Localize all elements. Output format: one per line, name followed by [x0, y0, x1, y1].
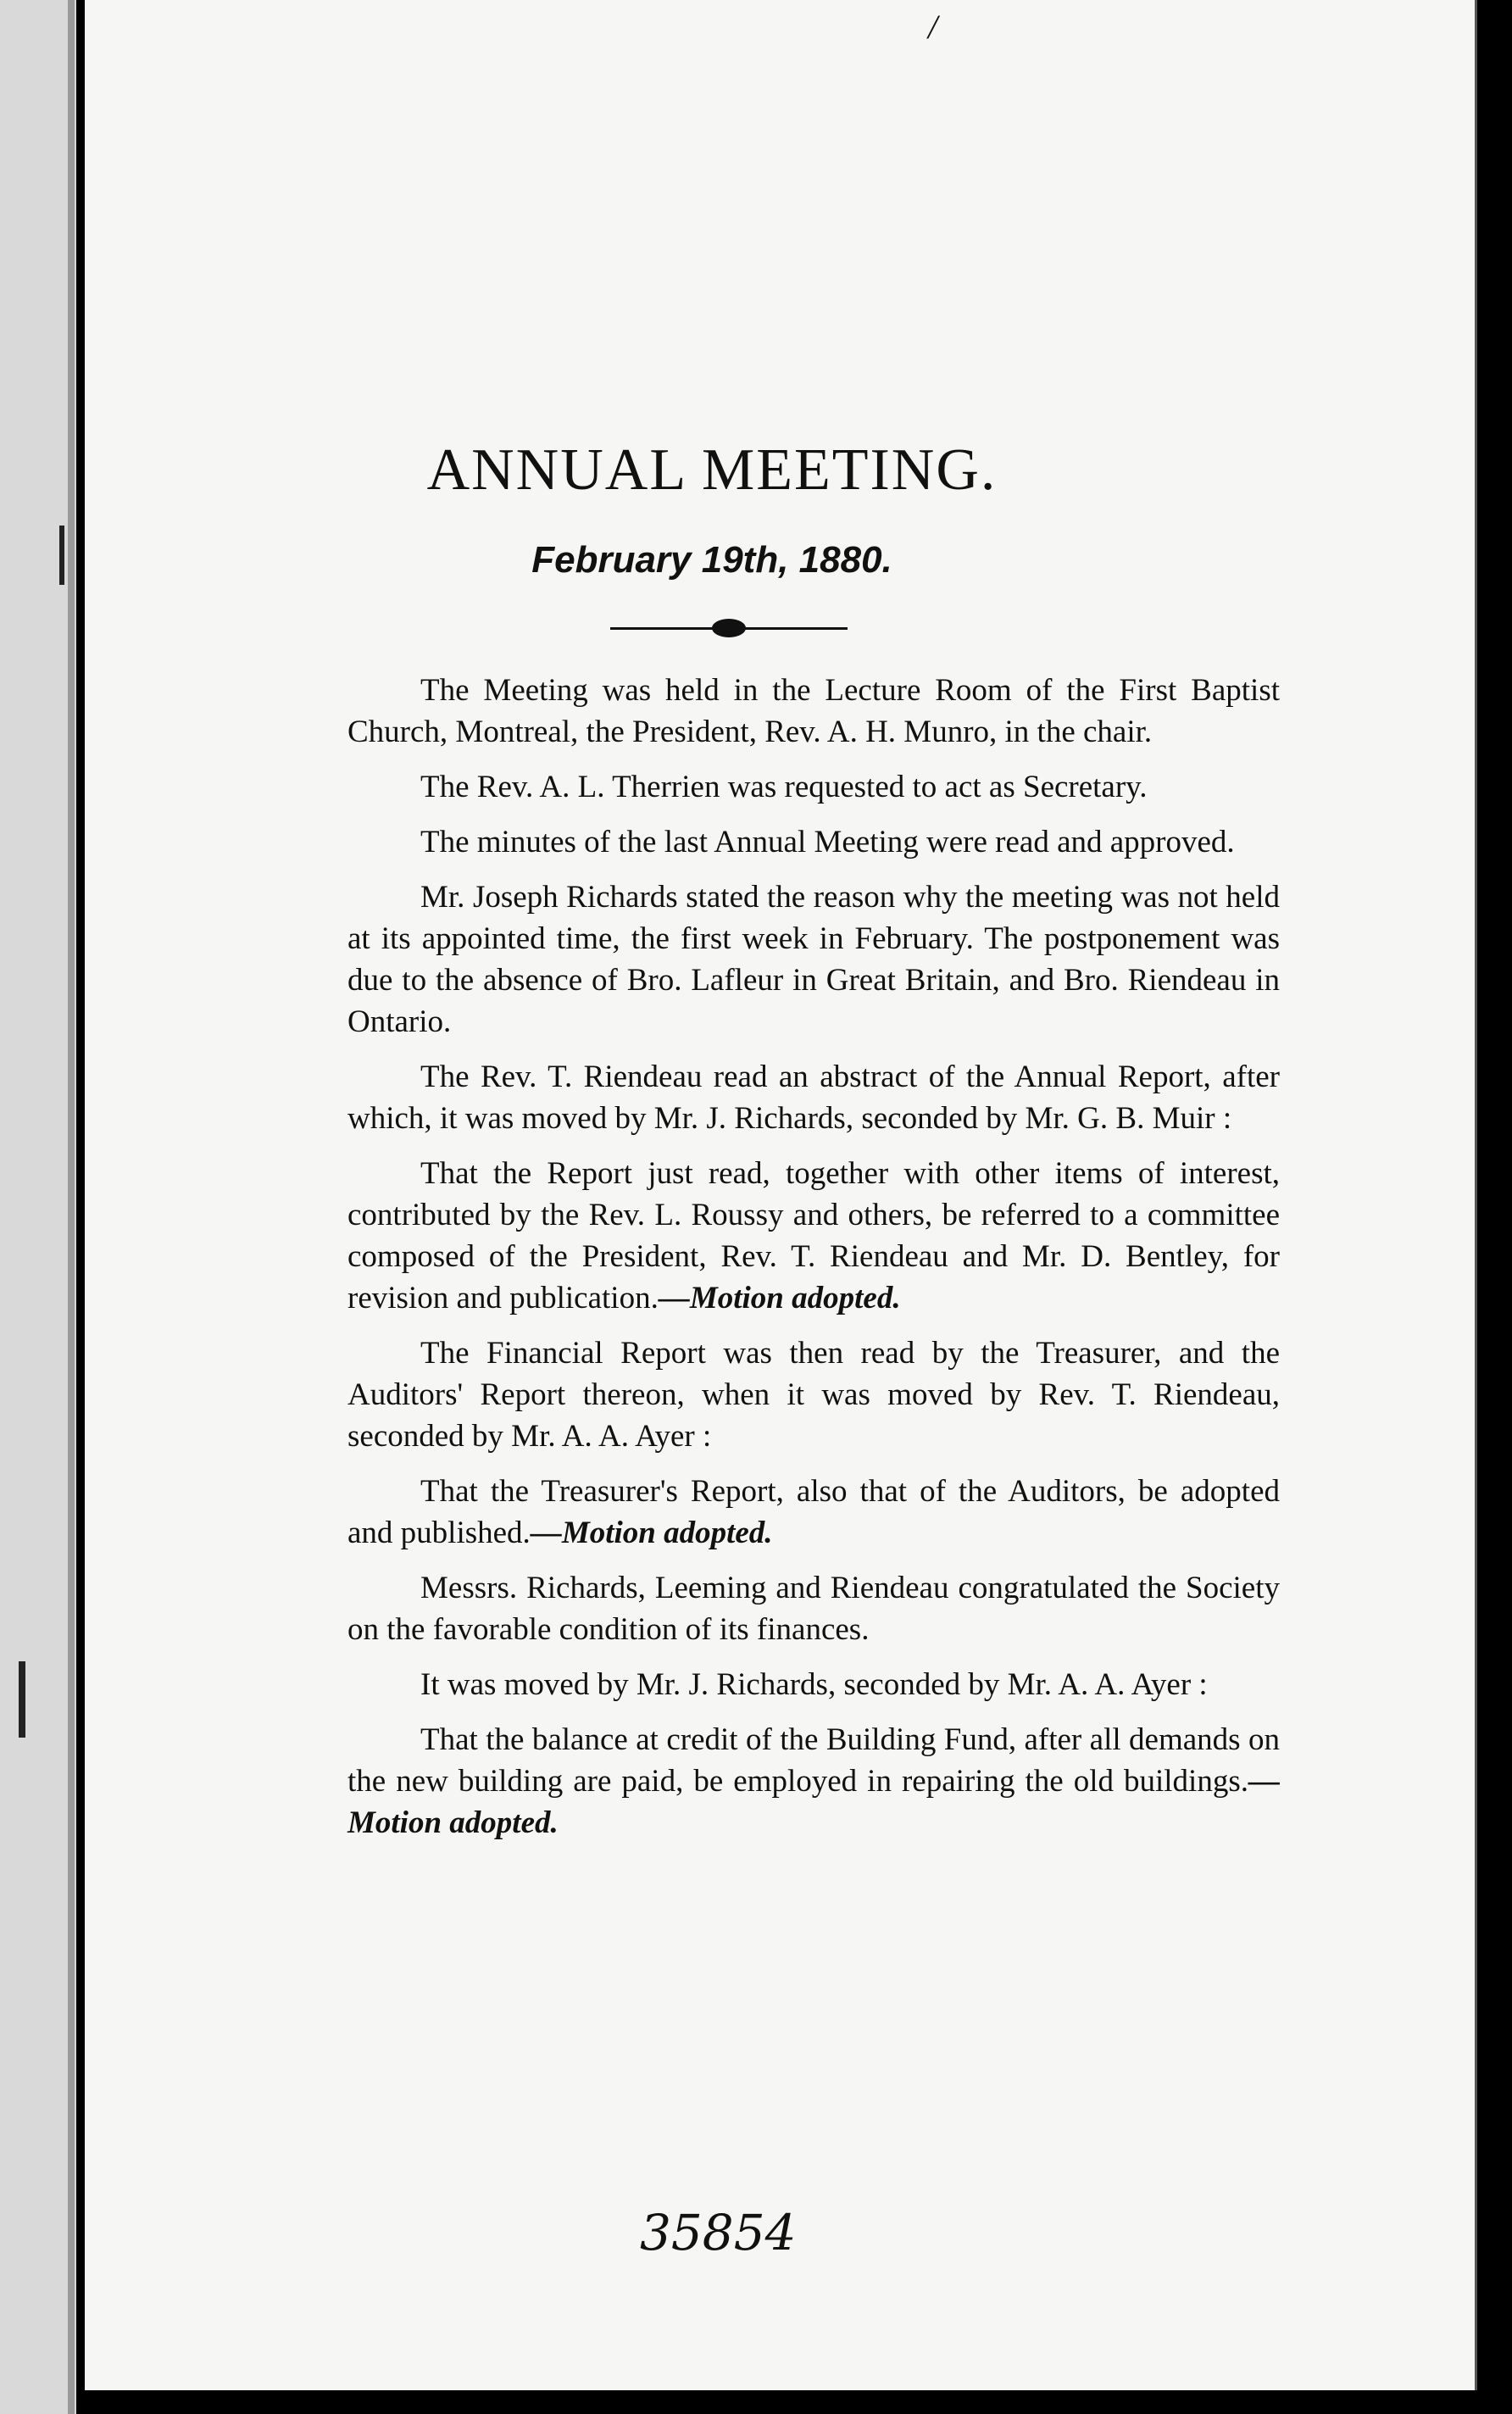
meeting-date: February 19th, 1880.	[531, 539, 892, 581]
paragraph: It was moved by Mr. J. Richards, seconded by Mr. A. A. Ayer :	[420, 1667, 1208, 1702]
motion-adopted: —Motion adopted.	[530, 1516, 773, 1550]
paragraph: Mr. Joseph Richards stated the reason why the meeting was not held at its appointed time, the first week in February. The postponement was due to the absence of Bro. Lafleur in Great Britain, and Bro. Riendeau in Ontario.	[347, 880, 1280, 1039]
motion-adopted: —Motion adopted.	[658, 1281, 901, 1315]
facing-page-edge	[0, 0, 76, 2414]
facing-page-gutter	[68, 0, 75, 2414]
paragraph: That the Report just read, together with other items of interest, contributed by the Rev. L. Roussy and others, be referred to a committee composed of the President, Rev. T. Riendeau and Mr. D. Bentley, for revision and publication.—Motion adopted.	[347, 1156, 1280, 1315]
document-page	[85, 0, 1477, 2390]
handwritten-catalog-number: 35854	[640, 2204, 797, 2261]
divider-ornament-icon	[712, 619, 746, 637]
paragraph: The Meeting was held in the Lecture Room of the First Baptist Church, Montreal, the President, Rev. A. H. Munro, in the chair.	[347, 673, 1280, 749]
paragraph: That the Treasurer's Report, also that of the Auditors, be adopted and published.—Motion adopted.	[347, 1474, 1280, 1550]
paragraph: The minutes of the last Annual Meeting were read and approved.	[420, 825, 1235, 859]
page-title: ANNUAL MEETING.	[426, 437, 998, 503]
binding-mark	[19, 1661, 25, 1738]
top-mark: /	[928, 8, 938, 46]
motion-adopted: —Motion adopted.	[347, 1764, 1280, 1840]
paragraph: The Rev. A. L. Therrien was requested to act as Secretary.	[420, 770, 1148, 804]
paragraph: The Financial Report was then read by the Treasurer, and the Auditors' Report thereon, when it was moved by Rev. T. Riendeau, seconded by Mr. A. A. Ayer :	[347, 1336, 1280, 1454]
minutes-body	[347, 670, 1280, 1857]
paragraph: Messrs. Richards, Leeming and Riendeau congratulated the Society on the favorable condition of its finances.	[347, 1571, 1280, 1647]
paragraph: That the balance at credit of the Building Fund, after all demands on the new building are paid, be employed in repairing the old buildings.—Motion adopted.	[347, 1722, 1280, 1840]
paragraph: The Rev. T. Riendeau read an abstract of the Annual Report, after which, it was moved by Mr. J. Richards, seconded by Mr. G. B. Muir :	[347, 1060, 1280, 1136]
